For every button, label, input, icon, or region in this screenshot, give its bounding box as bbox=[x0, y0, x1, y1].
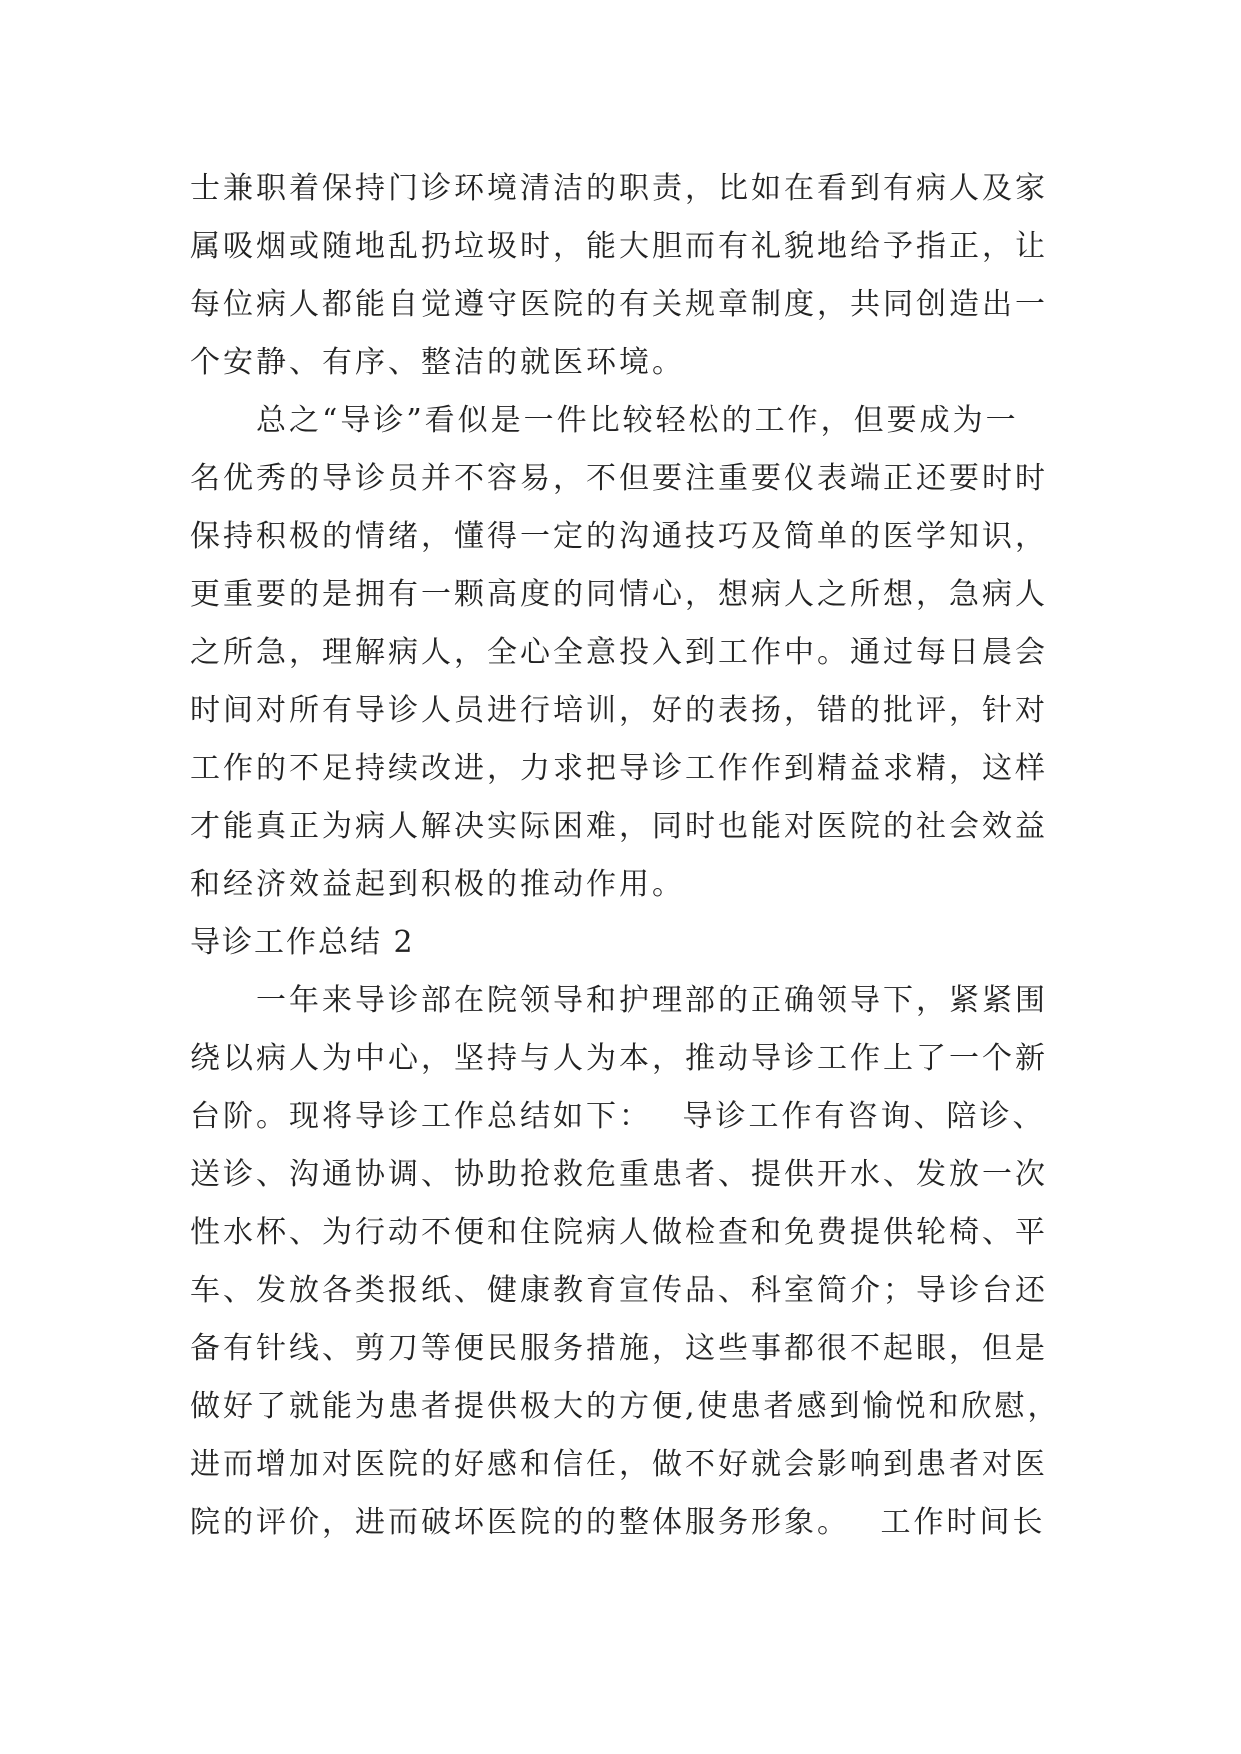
text-line: 备有针线、剪刀等便民服务措施，这些事都很不起眼，但是 bbox=[190, 1331, 1048, 1366]
text-line: 属吸烟或随地乱扔垃圾时，能大胆而有礼貌地给予指正，让 bbox=[190, 229, 1048, 264]
text-line: 更重要的是拥有一颗高度的同情心，想病人之所想，急病人 bbox=[190, 577, 1048, 612]
document-body bbox=[190, 160, 1065, 1552]
text-line: 车、发放各类报纸、健康教育宣传品、科室简介；导诊台还 bbox=[190, 1273, 1048, 1308]
text-line: 保持积极的情绪，懂得一定的沟通技巧及简单的医学知识， bbox=[190, 519, 1048, 554]
text-line: 和经济效益起到积极的推动作用。 bbox=[190, 867, 685, 902]
text-line: 工作的不足持续改进，力求把导诊工作作到精益求精，这样 bbox=[190, 751, 1048, 786]
text-line: 每位病人都能自觉遵守医院的有关规章制度，共同创造出一 bbox=[190, 287, 1048, 322]
section-heading: 导诊工作总结 2 bbox=[190, 925, 415, 960]
text-line: 之所急，理解病人，全心全意投入到工作中。通过每日晨会 bbox=[190, 635, 1048, 670]
text-line: 进而增加对医院的好感和信任，做不好就会影响到患者对医 bbox=[190, 1447, 1048, 1482]
text-line: 做好了就能为患者提供极大的方便,使患者感到愉悦和欣慰， bbox=[190, 1389, 1061, 1424]
text-line: 时间对所有导诊人员进行培训，好的表扬，错的批评，针对 bbox=[190, 693, 1048, 728]
text-line: 士兼职着保持门诊环境清洁的职责，比如在看到有病人及家 bbox=[190, 171, 1048, 206]
text-line: 性水杯、为行动不便和住院病人做检查和免费提供轮椅、平 bbox=[190, 1215, 1048, 1250]
text-line: 送诊、沟通协调、协助抢救危重患者、提供开水、发放一次 bbox=[190, 1157, 1048, 1192]
text-line: 才能真正为病人解决实际困难，同时也能对医院的社会效益 bbox=[190, 809, 1048, 844]
text-line: 一年来导诊部在院领导和护理部的正确领导下，紧紧围 bbox=[190, 983, 1048, 1018]
text-line: 个安静、有序、整洁的就医环境。 bbox=[190, 345, 685, 380]
text-line: 绕以病人为中心，坚持与人为本，推动导诊工作上了一个新 bbox=[190, 1041, 1048, 1076]
text-line: 名优秀的导诊员并不容易，不但要注重要仪表端正还要时时 bbox=[190, 461, 1048, 496]
text-line: 总之“导诊”看似是一件比较轻松的工作，但要成为一 bbox=[190, 403, 1019, 438]
text-line: 院的评价，进而破坏医院的的整体服务形象。 工作时间长 bbox=[190, 1505, 1046, 1540]
text-line: 台阶。现将导诊工作总结如下： 导诊工作有咨询、陪诊、 bbox=[190, 1099, 1046, 1134]
